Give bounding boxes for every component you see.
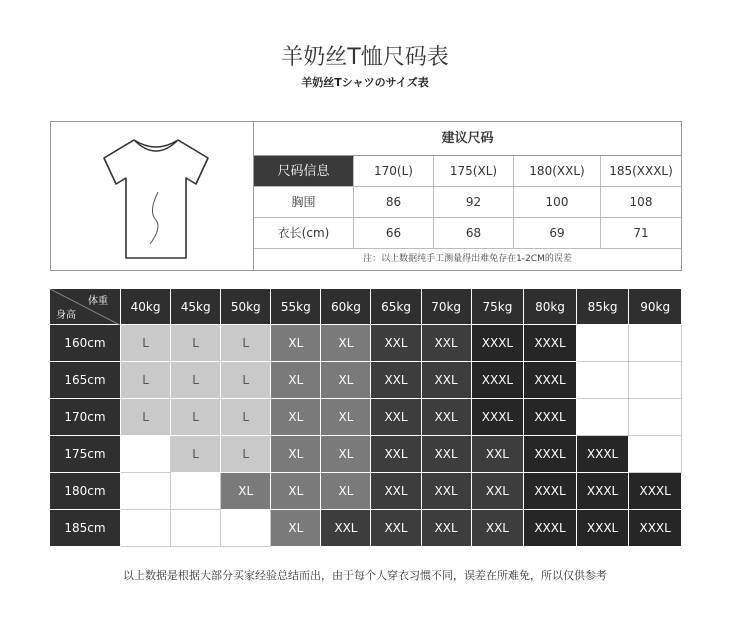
cell: 108 (601, 187, 681, 218)
weight-col: 65kg (371, 289, 421, 325)
corner-cell (50, 289, 121, 325)
size-cell: XXXL (524, 362, 577, 399)
weight-col: 85kg (576, 289, 629, 325)
weight-col: 90kg (629, 289, 682, 325)
size-cell: L (171, 436, 221, 473)
weight-col: 75kg (471, 289, 524, 325)
size-cell: L (121, 362, 171, 399)
empty-cell (121, 473, 171, 510)
size-cell: XXXL (471, 325, 524, 362)
weight-col: 40kg (121, 289, 171, 325)
weight-col: 80kg (524, 289, 577, 325)
cell: 66 (354, 218, 434, 249)
size-cell: XL (271, 325, 321, 362)
size-header-row (254, 156, 681, 187)
size-cell: XL (271, 362, 321, 399)
weight-col: 70kg (421, 289, 471, 325)
size-col: 180(XXL) (514, 156, 601, 187)
size-cell: XL (271, 436, 321, 473)
size-cell: XXL (471, 473, 524, 510)
cell: 71 (601, 218, 681, 249)
size-cell: XL (321, 362, 371, 399)
empty-cell (576, 399, 629, 436)
size-cell: XXL (471, 436, 524, 473)
size-cell: XL (221, 473, 271, 510)
height-label: 175cm (50, 436, 121, 473)
empty-cell (171, 510, 221, 547)
height-label: 180cm (50, 473, 121, 510)
size-cell: XXL (421, 510, 471, 547)
size-cell: XXL (471, 510, 524, 547)
size-cell: XXL (421, 399, 471, 436)
cell: 92 (434, 187, 514, 218)
empty-cell (576, 362, 629, 399)
page-title: 羊奶丝T恤尺码表 (281, 45, 449, 70)
size-cell: L (221, 399, 271, 436)
length-row (254, 218, 681, 249)
size-cell: XL (321, 473, 371, 510)
size-info-table (50, 121, 682, 271)
height-label: 165cm (50, 362, 121, 399)
size-cell: XXL (371, 362, 421, 399)
size-cell: XXXL (576, 473, 629, 510)
size-cell: L (171, 362, 221, 399)
size-cell: XXXL (576, 510, 629, 547)
height-row (50, 325, 682, 362)
empty-cell (629, 436, 682, 473)
tshirt-illustration (51, 122, 254, 270)
size-cell: XXXL (576, 436, 629, 473)
row-label: 胸围 (254, 187, 354, 218)
size-cell: L (171, 325, 221, 362)
height-row (50, 399, 682, 436)
height-row (50, 436, 682, 473)
size-cell: XXL (421, 436, 471, 473)
size-cell: XXXL (524, 325, 577, 362)
corner-weight-label: 体重 (88, 296, 108, 307)
height-row (50, 473, 682, 510)
size-cell: L (171, 399, 221, 436)
size-cell: XXL (421, 362, 471, 399)
size-cell: L (121, 399, 171, 436)
size-col: 185(XXXL) (601, 156, 681, 187)
size-cell: XL (321, 399, 371, 436)
size-cell: L (121, 325, 171, 362)
size-cell: XXL (421, 325, 471, 362)
size-cell: L (221, 436, 271, 473)
size-cell: XXXL (524, 473, 577, 510)
empty-cell (629, 399, 682, 436)
size-cell: XL (271, 473, 321, 510)
size-cell: XXL (371, 473, 421, 510)
size-cell: XXL (371, 399, 421, 436)
height-row (50, 510, 682, 547)
size-cell: L (221, 362, 271, 399)
corner-height-label: 身高 (56, 310, 76, 321)
empty-cell (121, 436, 171, 473)
empty-cell (629, 325, 682, 362)
size-col: 170(L) (354, 156, 434, 187)
size-cell: XXL (321, 510, 371, 547)
size-cell: XXXL (629, 510, 682, 547)
weight-col: 55kg (271, 289, 321, 325)
weight-col: 60kg (321, 289, 371, 325)
height-label: 160cm (50, 325, 121, 362)
size-col: 175(XL) (434, 156, 514, 187)
empty-cell (629, 362, 682, 399)
chest-row (254, 187, 681, 218)
cell: 69 (514, 218, 601, 249)
size-cell: XL (321, 436, 371, 473)
size-cell: XXXL (524, 399, 577, 436)
row-label: 衣长(cm) (254, 218, 354, 249)
size-cell: L (221, 325, 271, 362)
size-cell: XXXL (471, 362, 524, 399)
tshirt-icon (96, 132, 216, 262)
size-cell: XL (321, 325, 371, 362)
size-cell: XXXL (524, 436, 577, 473)
page-subtitle: 羊奶丝Tシャツのサイズ表 (301, 76, 429, 89)
size-cell: XXL (371, 325, 421, 362)
size-cell: XL (271, 399, 321, 436)
height-label: 170cm (50, 399, 121, 436)
size-cell: XXXL (471, 399, 524, 436)
height-label: 185cm (50, 510, 121, 547)
empty-cell (171, 473, 221, 510)
empty-cell (576, 325, 629, 362)
footer-disclaimer: 以上数据是根据大部分买家经验总结而出，由于每个人穿衣习惯不同，误差在所难免，所以仅供参考 (123, 569, 607, 582)
height-row (50, 362, 682, 399)
cell: 86 (354, 187, 434, 218)
cell: 100 (514, 187, 601, 218)
weight-header-row (50, 289, 682, 325)
grid-body (50, 325, 682, 547)
size-cell: XL (271, 510, 321, 547)
cell: 68 (434, 218, 514, 249)
size-cell: XXXL (524, 510, 577, 547)
weight-height-grid (49, 288, 682, 547)
empty-cell (121, 510, 171, 547)
empty-cell (221, 510, 271, 547)
measurement-note: 注：以上数据纯手工测量得出难免存在1-2CM的误差 (363, 254, 572, 264)
size-cell: XXL (371, 436, 421, 473)
size-cell: XXXL (629, 473, 682, 510)
size-cell: XXL (371, 510, 421, 547)
size-cell: XXL (421, 473, 471, 510)
recommended-size-label: 建议尺码 (254, 122, 681, 156)
weight-col: 50kg (221, 289, 271, 325)
weight-col: 45kg (171, 289, 221, 325)
size-info-header: 尺码信息 (254, 156, 354, 187)
